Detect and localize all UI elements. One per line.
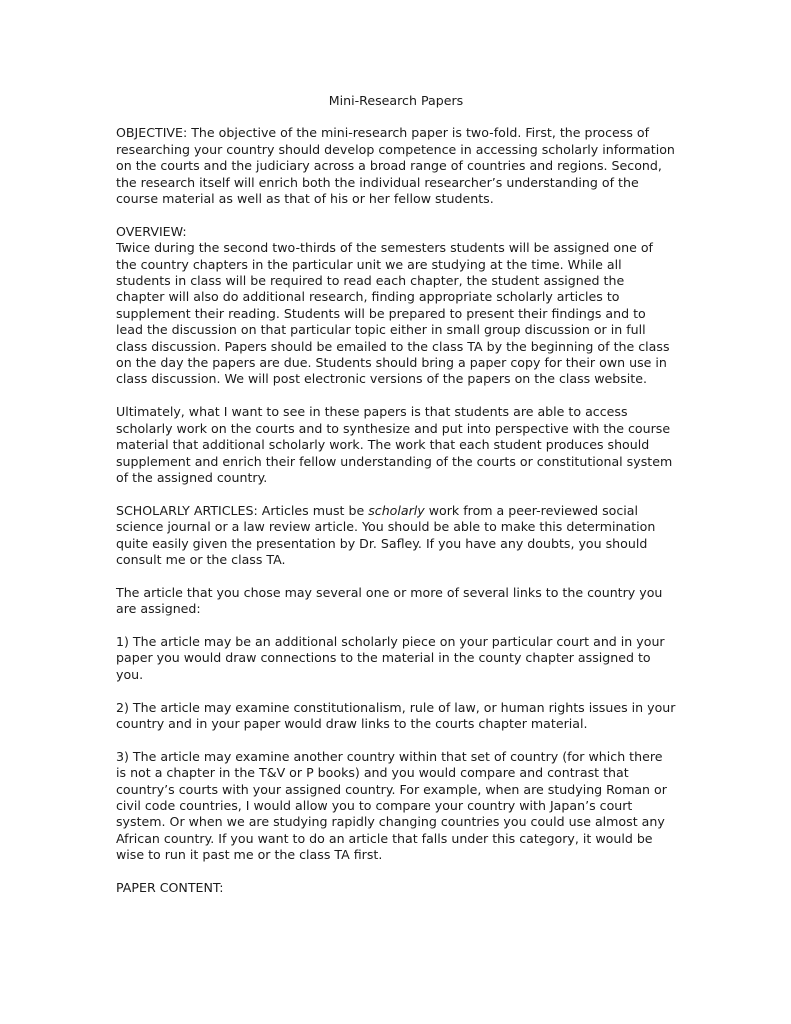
scholarly-emphasis: scholarly <box>368 502 425 518</box>
objective-paragraph: OBJECTIVE: The objective of the mini-research paper is two-fold. First, the process of researching your country should develop competence in accessing scholarly information on the courts and the judiciary across a broad range of countries and regions. Second, the research itself will enrich both the individual researcher’s understanding of the course material as well as that of his or her fellow students. <box>116 125 675 207</box>
overview-heading: OVERVIEW: <box>116 223 187 239</box>
list-item-2: 2) The article may examine constitutionalism, rule of law, or human rights issues in your country and in your paper would draw links to the courts chapter material. <box>116 699 676 731</box>
scholarly-text-after: work from a peer-reviewed social science journal or a law review article. You should be able to make this determination quite easily given the presentation by Dr. Safley. If you have any doubts, you should consult me or the class TA. <box>116 502 656 567</box>
ultimately-paragraph: Ultimately, what I want to see in these papers is that students are able to access scholarly work on the courts and to synthesize and put into perspective with the course material that additional scholarly work. The work that each student produces should supplement and enrich their fellow understanding of the courts or constitutional system of the assigned country. <box>116 404 673 485</box>
scholarly-articles-paragraph <box>116 503 676 569</box>
article-links-paragraph: The article that you chose may several one or more of several links to the country you are assigned: <box>116 584 663 617</box>
document-page <box>116 93 676 913</box>
overview-paragraph: Twice during the second two-thirds of the semesters students will be assigned one of the country chapters in the particular unit we are studying at the time. While all students in class will be required to read each chapter, the student assigned the chapter will also do additional research, finding appropriate scholarly articles to supplement their reading. Students will be prepared to present their findings and to lead the discussion on that particular topic either in small group discussion or in full class discussion. Papers should be emailed to the class TA by the beginning of the class on the day the papers are due. Students should bring a paper copy for their own use in class discussion. We will post electronic versions of the papers on the class website. <box>116 240 670 387</box>
list-item-1: 1) The article may be an additional scholarly piece on your particular court and in your paper you would draw connections to the material in the county chapter assigned to you. <box>116 633 665 682</box>
list-item-3: 3) The article may examine another country within that set of country (for which there is not a chapter in the T&V or P books) and you would compare and contrast that country’s courts with your assigned country. For example, when are studying Roman or civil code countries, I would allow you to compare your country with Japan’s court system. Or when we are studying rapidly changing countries you could use almost any African country. If you want to do an article that falls under this category, it would be wise to run it past me or the class TA first. <box>116 748 667 863</box>
scholarly-text-before: SCHOLARLY ARTICLES: Articles must be <box>116 502 369 518</box>
paper-content-heading: PAPER CONTENT: <box>116 879 224 895</box>
page-title: Mini-Research Papers <box>328 93 464 108</box>
